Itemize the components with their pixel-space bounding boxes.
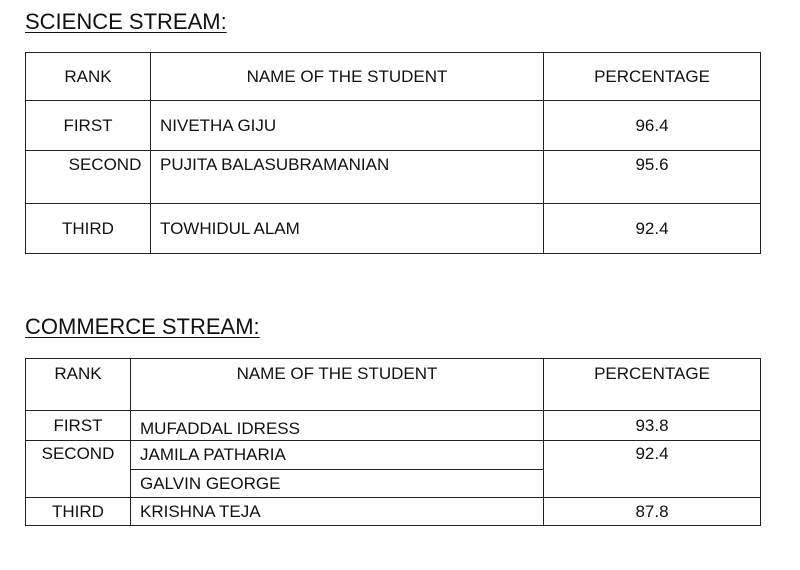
student-name-cell: NIVETHA GIJU bbox=[151, 101, 544, 151]
rank-cell: SECOND bbox=[26, 151, 151, 204]
commerce-stream-heading: COMMERCE STREAM: bbox=[25, 314, 260, 339]
table-row bbox=[26, 101, 761, 151]
rank-header: RANK bbox=[26, 53, 151, 101]
percentage-cell: 93.8 bbox=[544, 411, 761, 441]
science-results-table bbox=[25, 52, 761, 254]
student-name-cell: TOWHIDUL ALAM bbox=[151, 204, 544, 254]
rank-cell: THIRD bbox=[26, 204, 151, 254]
student-name-cell: GALVIN GEORGE bbox=[131, 470, 544, 498]
name-header: NAME OF THE STUDENT bbox=[131, 359, 544, 411]
rank-cell: FIRST bbox=[26, 411, 131, 441]
percentage-header: PERCENTAGE bbox=[544, 53, 761, 101]
table-row bbox=[26, 204, 761, 254]
table-row bbox=[26, 498, 761, 526]
percentage-cell: 96.4 bbox=[544, 101, 761, 151]
table-row bbox=[26, 151, 761, 204]
student-name-cell: KRISHNA TEJA bbox=[131, 498, 544, 526]
student-name-cell: MUFADDAL IDRESS bbox=[131, 411, 544, 441]
table-header-row bbox=[26, 359, 761, 411]
science-stream-heading: SCIENCE STREAM: bbox=[25, 9, 227, 34]
rank-cell: THIRD bbox=[26, 498, 131, 526]
table-header-row bbox=[26, 53, 761, 101]
percentage-cell: 92.4 bbox=[544, 204, 761, 254]
percentage-cell: 92.4 bbox=[544, 441, 761, 498]
table-row bbox=[26, 411, 761, 441]
rank-cell: FIRST bbox=[26, 101, 151, 151]
commerce-results-table bbox=[25, 358, 761, 526]
name-header: NAME OF THE STUDENT bbox=[151, 53, 544, 101]
rank-cell: SECOND bbox=[26, 441, 131, 498]
percentage-header: PERCENTAGE bbox=[544, 359, 761, 411]
student-name-cell: JAMILA PATHARIA bbox=[131, 441, 544, 470]
percentage-cell: 87.8 bbox=[544, 498, 761, 526]
table-row bbox=[26, 441, 761, 470]
rank-header: RANK bbox=[26, 359, 131, 411]
percentage-cell: 95.6 bbox=[544, 151, 761, 204]
student-name-cell: PUJITA BALASUBRAMANIAN bbox=[151, 151, 544, 204]
